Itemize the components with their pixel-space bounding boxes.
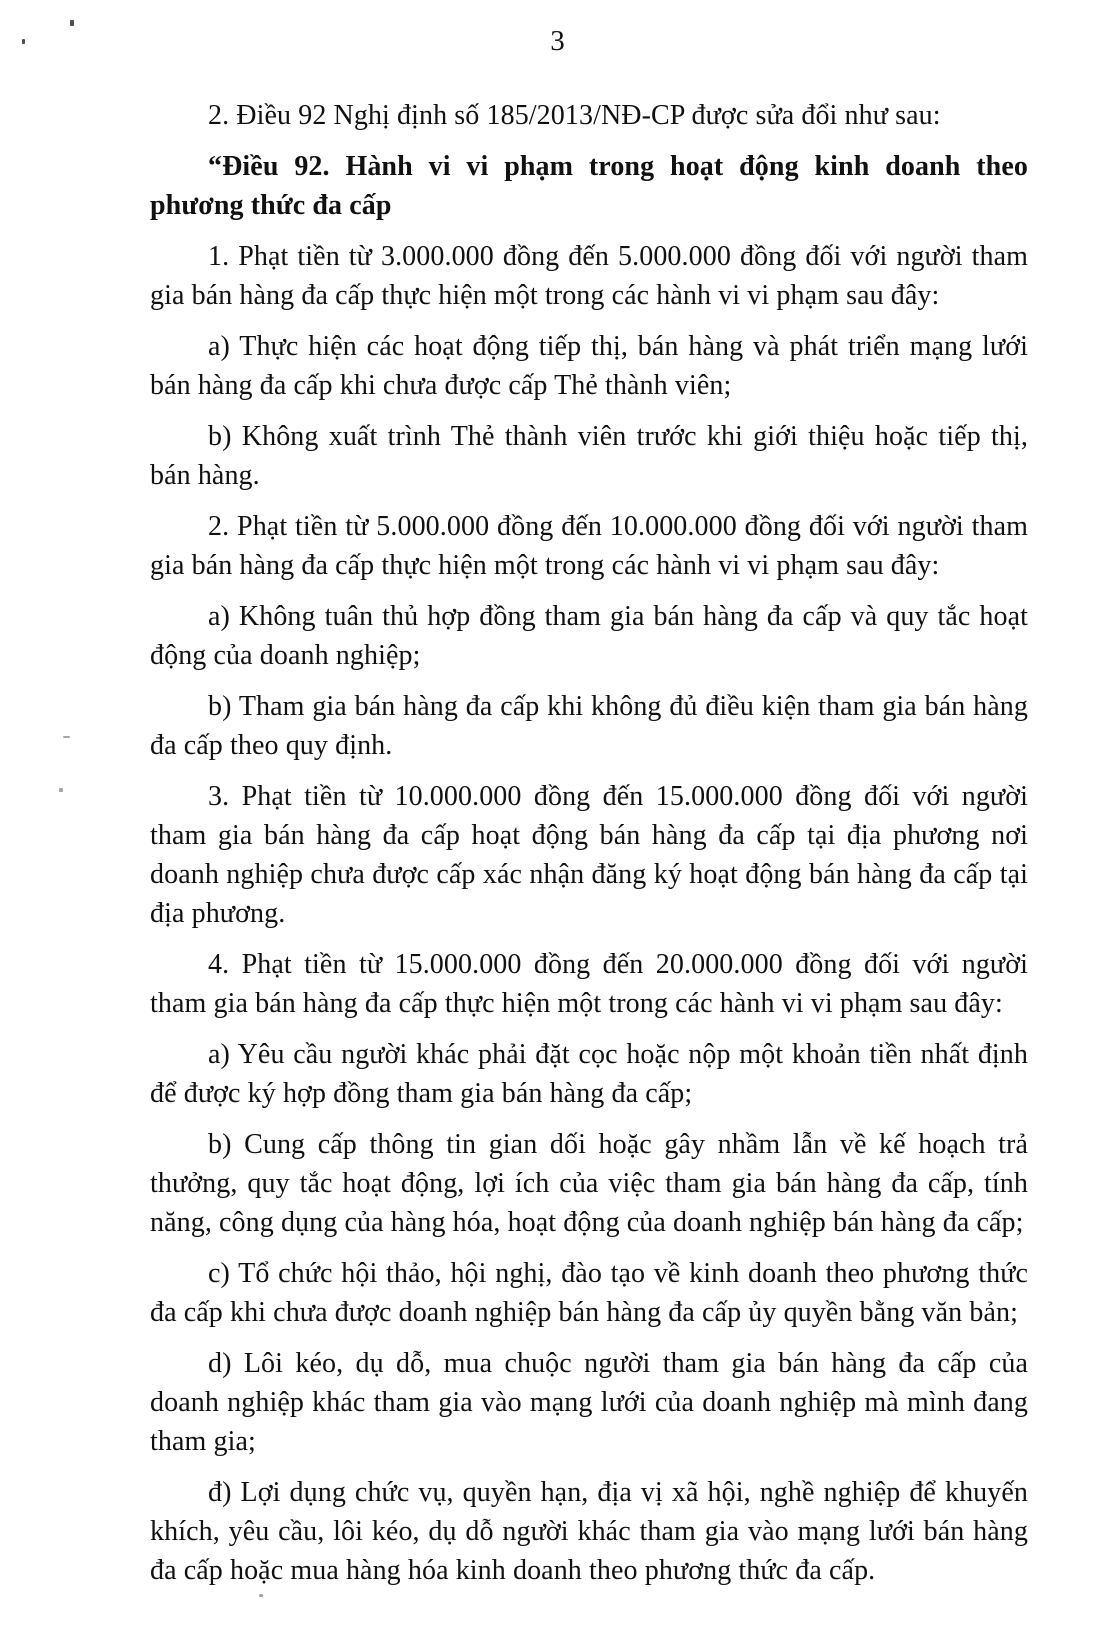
clause-1-point-b: b) Không xuất trình Thẻ thành viên trước khi giới thiệu hoặc tiếp thị, bán hàng. <box>150 421 1028 491</box>
clause-3: 3. Phạt tiền từ 10.000.000 đồng đến 15.000.000 đồng đối với người tham gia bán hàng đa cấp hoạt động bán hàng đa cấp tại địa phương nơi doanh nghiệp chưa được cấp xác nhận đăng ký hoạt động bán hàng đa cấp tại địa phương. <box>150 781 1028 929</box>
scan-speck <box>70 20 74 26</box>
clause-1: 1. Phạt tiền từ 3.000.000 đồng đến 5.000.000 đồng đối với người tham gia bán hàng đa cấp thực hiện một trong các hành vi vi phạm sau đây: <box>150 241 1028 311</box>
document-body <box>150 96 1028 1602</box>
clause-4-point-a: a) Yêu cầu người khác phải đặt cọc hoặc nộp một khoản tiền nhất định để được ký hợp đồng tham gia bán hàng đa cấp; <box>150 1039 1028 1109</box>
clause-4-point-dd: đ) Lợi dụng chức vụ, quyền hạn, địa vị xã hội, nghề nghiệp để khuyến khích, yêu cầu, lôi kéo, dụ dỗ người khác tham gia vào mạng lưới bán hàng đa cấp hoặc mua hàng hóa kinh doanh theo phương thức đa cấp. <box>150 1477 1028 1586</box>
clause-4-point-c: c) Tổ chức hội thảo, hội nghị, đào tạo về kinh doanh theo phương thức đa cấp khi chưa được doanh nghiệp bán hàng đa cấp ủy quyền bằng văn bản; <box>150 1258 1028 1328</box>
scan-speck <box>63 736 70 738</box>
amendment-intro: 2. Điều 92 Nghị định số 185/2013/NĐ-CP được sửa đổi như sau: <box>208 100 941 131</box>
clause-4: 4. Phạt tiền từ 15.000.000 đồng đến 20.000.000 đồng đối với người tham gia bán hàng đa cấp thực hiện một trong các hành vi vi phạm sau đây: <box>150 949 1028 1019</box>
scan-speck <box>59 788 63 792</box>
scan-speck <box>22 39 25 44</box>
clause-4-point-d: d) Lôi kéo, dụ dỗ, mua chuộc người tham gia bán hàng đa cấp của doanh nghiệp khác tham gia vào mạng lưới của doanh nghiệp mà mình đang tham gia; <box>150 1348 1028 1457</box>
article-92-heading: “Điều 92. Hành vi vi phạm trong hoạt động kinh doanh theo phương thức đa cấp <box>150 151 1028 221</box>
clause-2-point-a: a) Không tuân thủ hợp đồng tham gia bán hàng đa cấp và quy tắc hoạt động của doanh nghiệp; <box>150 601 1028 671</box>
clause-2-point-b: b) Tham gia bán hàng đa cấp khi không đủ điều kiện tham gia bán hàng đa cấp theo quy định. <box>150 691 1028 761</box>
clause-4-point-b: b) Cung cấp thông tin gian dối hoặc gây nhầm lẫn về kế hoạch trả thưởng, quy tắc hoạt động, lợi ích của việc tham gia bán hàng đa cấp, tính năng, công dụng của hàng hóa, hoạt động của doanh nghiệp bán hàng đa cấp; <box>150 1129 1028 1238</box>
page-number: 3 <box>550 25 565 57</box>
clause-2: 2. Phạt tiền từ 5.000.000 đồng đến 10.000.000 đồng đối với người tham gia bán hàng đa cấp thực hiện một trong các hành vi vi phạm sau đây: <box>150 511 1028 581</box>
clause-1-point-a: a) Thực hiện các hoạt động tiếp thị, bán hàng và phát triển mạng lưới bán hàng đa cấp khi chưa được cấp Thẻ thành viên; <box>150 331 1028 401</box>
